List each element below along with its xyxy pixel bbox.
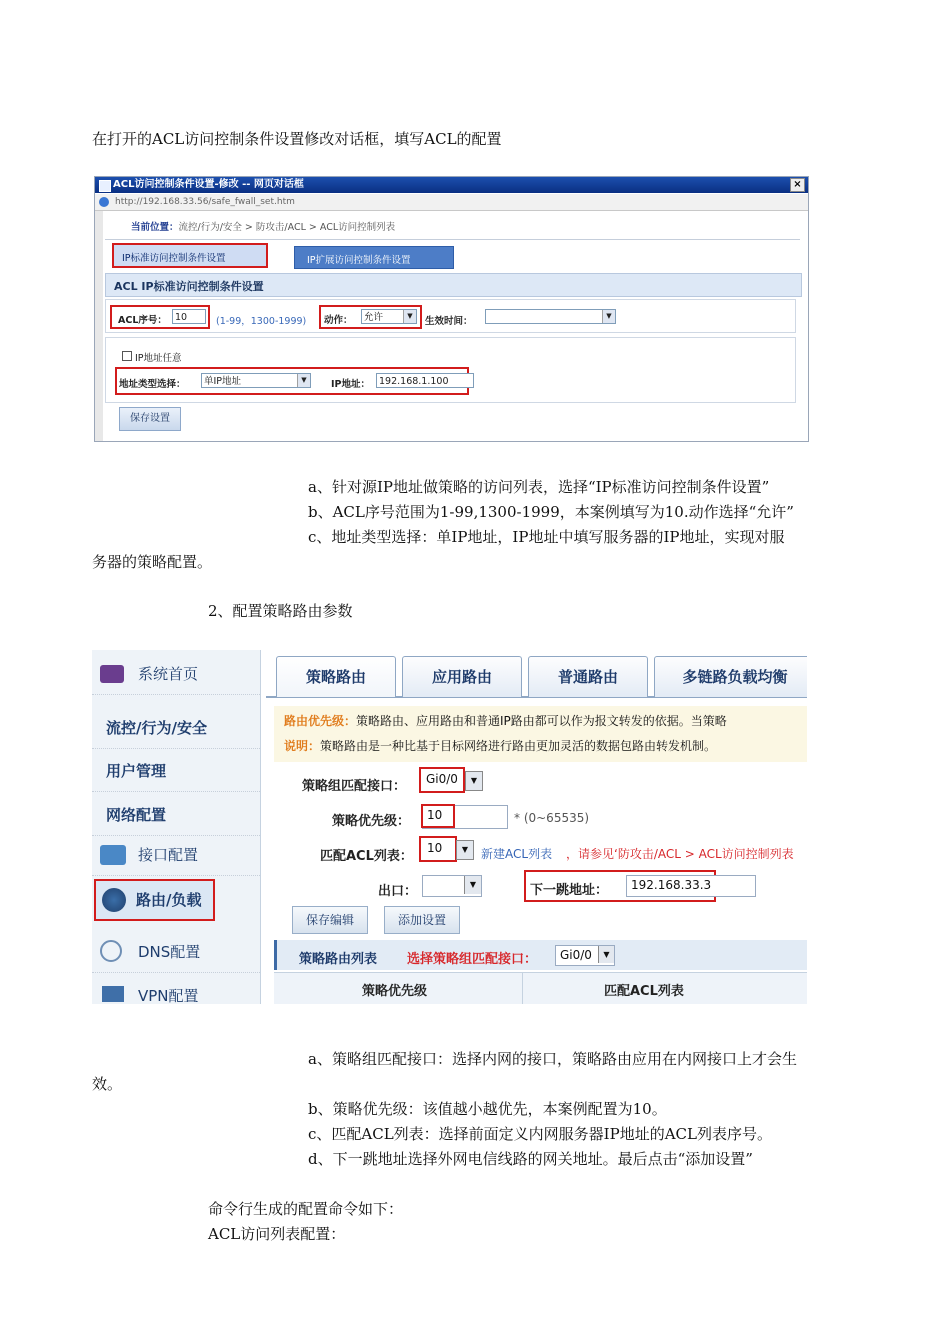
chevron-down-icon[interactable]: ▼ xyxy=(456,840,474,860)
note2-c: c、匹配ACL列表：选择前面定义内网服务器IP地址的ACL列表序号。 xyxy=(308,1125,772,1143)
address-bar xyxy=(95,194,808,211)
chevron-down-icon[interactable]: ▼ xyxy=(465,771,483,791)
note2-d: d、下一跳地址选择外网电信线路的网关地址。最后点击“添加设置” xyxy=(308,1150,753,1168)
ip-input[interactable]: 192.168.1.100 xyxy=(376,373,474,388)
col-acl: 匹配ACL列表 xyxy=(604,984,684,999)
any-ip-checkbox[interactable] xyxy=(122,351,132,361)
prio-input[interactable]: 10 xyxy=(422,805,508,829)
addr-type-select[interactable]: 单IP地址 ▼ xyxy=(201,373,311,388)
note2-a-cont: 效。 xyxy=(92,1075,123,1093)
out-label: 出口： xyxy=(378,884,418,899)
sidebar xyxy=(92,650,261,1004)
tab-app-route[interactable]: 应用路由 xyxy=(402,656,522,697)
dialog-title: ACL访问控制条件设置-修改 -- 网页对话框 xyxy=(113,179,304,190)
any-ip-label: IP地址任意 xyxy=(135,353,182,364)
group-if-label: 策略组匹配接口： xyxy=(302,779,407,794)
prio-range: * (0~65535) xyxy=(514,811,590,825)
out-select[interactable] xyxy=(422,875,482,897)
prio-label: 策略优先级： xyxy=(332,814,411,829)
acl-dialog-screenshot xyxy=(94,176,809,442)
time-label: 生效时间： xyxy=(425,316,473,327)
sidebar-item-flow[interactable]: 流控/行为/安全 xyxy=(92,708,260,749)
step2-heading: 2、配置策略路由参数 xyxy=(208,602,353,620)
tab-multilink[interactable]: 多链路负载均衡 xyxy=(654,656,807,697)
acl-config-heading: ACL访问列表配置： xyxy=(208,1225,346,1243)
note1-c-cont: 务器的策略配置。 xyxy=(92,553,213,571)
time-select[interactable] xyxy=(485,309,616,324)
monitor-icon xyxy=(102,986,124,1002)
monitor-icon xyxy=(100,665,124,683)
network-icon xyxy=(100,845,126,865)
save-edit-button[interactable]: 保存编辑 xyxy=(292,906,368,934)
next-hop-input[interactable]: 192.168.33.3 xyxy=(626,875,756,897)
sidebar-item-users[interactable]: 用户管理 xyxy=(92,751,260,792)
globe-icon xyxy=(102,888,126,912)
chevron-down-icon: ▼ xyxy=(297,374,310,387)
desc-note: 说明：策略路由是一种比基于目标网络进行路由更加灵活的数据包路由转发机制。 xyxy=(284,739,717,753)
close-icon[interactable]: × xyxy=(790,178,805,192)
url-text: http://192.168.33.56/safe_fwall_set.htm xyxy=(115,197,295,207)
see-acl-link[interactable]: ，请参见‘防攻击/ACL > ACL访问控制列表 xyxy=(566,847,794,861)
breadcrumb: 当前位置：流控/行为/安全 > 防攻击/ACL > ACL访问控制列表 xyxy=(131,222,396,233)
note2-b: b、策略优先级：该值越小越优先，本案例配置为10。 xyxy=(308,1100,667,1118)
list-if-select[interactable]: Gi0/0 ▼ xyxy=(555,945,615,966)
action-group: 动作： 允许 ▼ xyxy=(321,307,420,327)
intro-text: 在打开的ACL访问控制条件设置修改对话框，填写ACL的配置 xyxy=(92,130,502,148)
ie-icon xyxy=(99,180,111,192)
tab-normal-route[interactable]: 普通路由 xyxy=(528,656,648,697)
acl-range-hint: (1-99，1300-1999) xyxy=(216,316,307,327)
save-button[interactable]: 保存设置 xyxy=(119,407,181,431)
sidebar-item-home[interactable]: 系统首页 xyxy=(92,654,260,695)
sidebar-item-dns[interactable]: DNS配置 xyxy=(92,932,260,973)
address-group: 地址类型选择： 单IP地址 ▼ IP地址： 192.168.1.100 xyxy=(117,369,467,393)
acl-no-group: ACL序号： 10 xyxy=(112,307,208,327)
sidebar-item-vpn[interactable]: VPN配置 xyxy=(92,976,260,1004)
add-setting-button[interactable]: 添加设置 xyxy=(384,906,460,934)
note2-a: a、策略组匹配接口：选择内网的接口，策略路由应用在内网接口上才会生 xyxy=(308,1050,797,1068)
tab-extended[interactable]: IP扩展访问控制条件设置 xyxy=(294,246,454,269)
new-acl-link[interactable]: 新建ACL列表 xyxy=(481,847,553,861)
section-header: ACL IP标准访问控制条件设置 xyxy=(105,273,802,297)
table-header xyxy=(274,972,807,1004)
refresh-icon xyxy=(100,940,122,962)
tab-standard[interactable]: IP标准访问控制条件设置 xyxy=(114,245,266,266)
cli-intro: 命令行生成的配置命令如下： xyxy=(208,1200,404,1218)
policy-route-screenshot xyxy=(92,650,807,1004)
priority-note: 路由优先级：策略路由、应用路由和普通IP路由都可以作为报文转发的依据。当策略 xyxy=(284,714,727,728)
chevron-down-icon: ▼ xyxy=(602,310,615,323)
sidebar-item-interface[interactable]: 接口配置 xyxy=(92,835,260,876)
group-if-select[interactable]: Gi0/0 xyxy=(421,769,463,791)
tab-policy-route[interactable]: 策略路由 xyxy=(276,656,396,697)
note1-c: c、地址类型选择：单IP地址，IP地址中填写服务器的IP地址，实现对服 xyxy=(308,528,785,546)
next-hop-group: 下一跳地址： 192.168.33.3 xyxy=(526,872,714,900)
page-icon xyxy=(99,197,109,207)
chevron-down-icon: ▼ xyxy=(598,946,614,963)
col-priority: 策略优先级 xyxy=(362,984,428,999)
sidebar-item-network[interactable]: 网络配置 xyxy=(92,795,260,836)
action-select[interactable]: 允许 ▼ xyxy=(361,309,417,324)
chevron-down-icon: ▼ xyxy=(464,876,481,894)
chevron-down-icon: ▼ xyxy=(403,310,416,323)
note1-b: b、ACL序号范围为1-99,1300-1999，本案例填写为10.动作选择“允许” xyxy=(308,503,794,521)
acl-label: 匹配ACL列表： xyxy=(320,849,413,864)
note1-a: a、针对源IP地址做策略的访问列表，选择“IP标准访问控制条件设置” xyxy=(308,478,770,496)
list-header: 策略路由列表 选择策略组匹配接口： Gi0/0 ▼ xyxy=(274,940,807,970)
sidebar-item-routing[interactable]: 路由/负载 xyxy=(96,881,213,919)
dialog-titlebar xyxy=(95,177,808,193)
acl-no-input[interactable]: 10 xyxy=(172,309,206,324)
acl-select[interactable]: 10 xyxy=(421,838,455,860)
